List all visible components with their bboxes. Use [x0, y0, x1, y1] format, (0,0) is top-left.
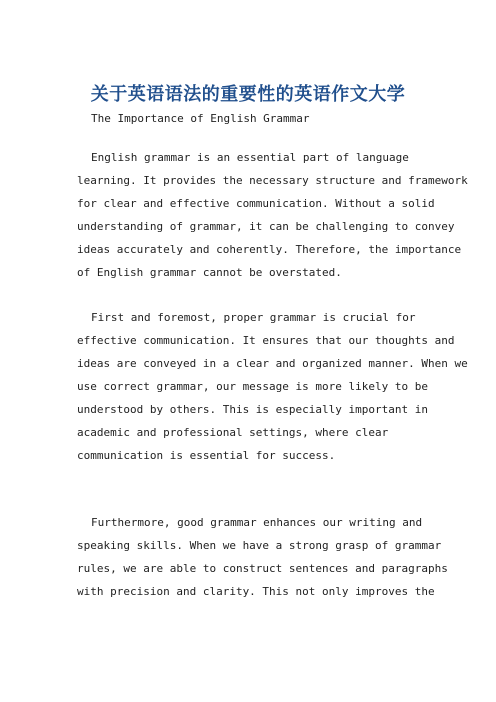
paragraph-line: of English grammar cannot be overstated. — [77, 266, 342, 279]
paragraph-line: effective communication. It ensures that our thoughts and — [77, 334, 455, 347]
paragraph-line: learning. It provides the necessary structure and framework — [77, 174, 468, 187]
document-subtitle: The Importance of English Grammar — [91, 112, 310, 125]
paragraph-line: for clear and effective communication. Without a solid — [77, 197, 435, 210]
paragraph-line: Furthermore, good grammar enhances our writing and — [91, 516, 423, 529]
paragraph-1 — [77, 146, 468, 284]
paragraph-line: understanding of grammar, it can be challenging to convey — [77, 220, 455, 233]
paragraph-line: First and foremost, proper grammar is crucial for — [91, 311, 416, 324]
paragraph-line: speaking skills. When we have a strong grasp of grammar — [77, 539, 442, 552]
paragraph-2 — [77, 306, 468, 467]
paragraph-line: understood by others. This is especially important in — [77, 403, 428, 416]
paragraph-line: with precision and clarity. This not only improves the — [77, 585, 435, 598]
paragraph-line: ideas accurately and coherently. Therefore, the importance — [77, 243, 462, 256]
paragraph-line: communication is essential for success. — [77, 449, 336, 462]
paragraph-line: use correct grammar, our message is more likely to be — [77, 380, 428, 393]
paragraph-3 — [77, 511, 448, 603]
paragraph-line: academic and professional settings, where clear — [77, 426, 389, 439]
paragraph-line: rules, we are able to construct sentences and paragraphs — [77, 562, 448, 575]
document-title: 关于英语语法的重要性的英语作文大学 — [90, 84, 406, 105]
paragraph-line: English grammar is an essential part of language — [91, 151, 409, 164]
paragraph-line: ideas are conveyed in a clear and organized manner. When we — [77, 357, 468, 370]
